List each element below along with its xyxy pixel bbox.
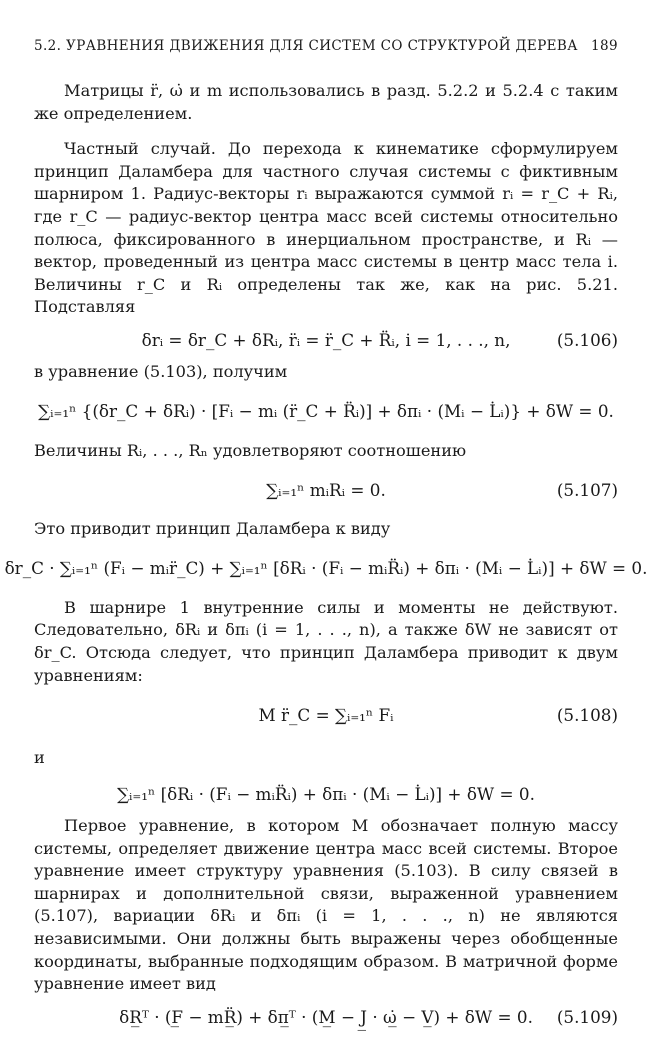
equation-number: (5.107) (556, 479, 618, 500)
paragraph-substitute: в уравнение (5.103), получим (34, 361, 288, 381)
equation-dalembert (4, 541, 648, 597)
equation-body: ∑ᵢ₌₁ⁿ {(δr_C + δRᵢ) · [Fᵢ − mᵢ (r̈_C + R̈ᵢ)] + δπᵢ · (Mᵢ − L̇ᵢ)} + δW = 0. (38, 401, 614, 422)
page-number: 189 (591, 38, 618, 54)
paragraph-joint-1: В шарнире 1 внутренние силы и моменты не действуют. Следовательно, δRᵢ и δπᵢ (i = 1, . . ., n), а также δW не зависят от δr_C. Отсюда следует, что принцип Даламбера приводит к двум уравнениям: (34, 597, 618, 685)
equation-5-106 (34, 319, 618, 361)
equation-body: ∑ᵢ₌₁ⁿ [δRᵢ · (Fᵢ − mᵢR̈ᵢ) + δπᵢ · (Mᵢ − L̇ᵢ)] + δW = 0. (117, 783, 535, 804)
equation-number: (5.109) (556, 1006, 618, 1027)
paragraph-matrices: Матрицы r̈, ω̇ и m использовались в разд. 5.2.2 и 5.2.4 с таким же определением. (34, 81, 618, 123)
equation-body: M r̈_C = ∑ᵢ₌₁ⁿ Fᵢ (258, 704, 394, 725)
paragraph-and: и (34, 748, 45, 768)
equation-substituted (34, 384, 618, 440)
equation-5-108 (34, 687, 618, 743)
equation-body: δr_C · ∑ᵢ₌₁ⁿ (Fᵢ − mᵢr̈_C) + ∑ᵢ₌₁ⁿ [δRᵢ · (Fᵢ − mᵢR̈ᵢ) + δπᵢ · (Mᵢ − L̇ᵢ)] + δW = 0. (4, 558, 648, 579)
equation-body: δrᵢ = δr_C + δRᵢ, r̈ᵢ = r̈_C + R̈ᵢ, i = 1, . . ., n, (141, 329, 511, 350)
equation-second (34, 773, 618, 815)
equation-number: (5.108) (556, 704, 618, 725)
running-head-title: 5.2. УРАВНЕНИЯ ДВИЖЕНИЯ ДЛЯ СИСТЕМ СО СТРУКТУРОЙ ДЕРЕВА (34, 38, 578, 54)
equation-body: δR̲ᵀ · (F̲ − mR̲̈) + δπ̲ᵀ · (M̲ − J̲ · ω̲̇ − V̲) + δW = 0. (119, 1006, 533, 1027)
paragraph-special-case: Частный случай. До перехода к кинематике сформулируем принцип Даламбера для частного случая системы с фиктивным шарниром 1. Радиус-векторы rᵢ выражаются суммой rᵢ = r_C + Rᵢ, где r_C — радиус-вектор центра масс всей системы относительно полюса, фиксированного в инерциальном пространстве, и Rᵢ — вектор, проведенный из центра масс системы в центр масс тела i. Величины r_C и Rᵢ определены так же, как на рис. 5.21. Подставляя (34, 139, 618, 317)
paragraph-dalembert-form: Это приводит принцип Даламбера к виду (34, 519, 391, 539)
equation-5-107 (34, 462, 618, 518)
equation-5-109 (34, 996, 618, 1038)
equation-number: (5.106) (556, 329, 618, 350)
page-body (4, 80, 648, 1038)
paragraph-values-satisfy: Величины Rᵢ, . . ., Rₙ удовлетворяют соотношению (34, 440, 467, 460)
paragraph-first-equation: Первое уравнение, в котором M обозначает полную массу системы, определяет движение центра масс всей системы. Второе уравнение имеет структуру уравнения (5.103). В силу связей в шарнирах и дополнительной связи, выраженной уравнением (5.107), вариации δRᵢ и δπᵢ (i = 1, . . ., n) не являются независимыми. Они должны быть выражены через обобщенные координаты, выбранные подходящим образом. В матричной форме уравнение имеет вид (34, 816, 618, 994)
running-head (34, 38, 618, 54)
equation-body: ∑ᵢ₌₁ⁿ mᵢRᵢ = 0. (266, 479, 386, 500)
